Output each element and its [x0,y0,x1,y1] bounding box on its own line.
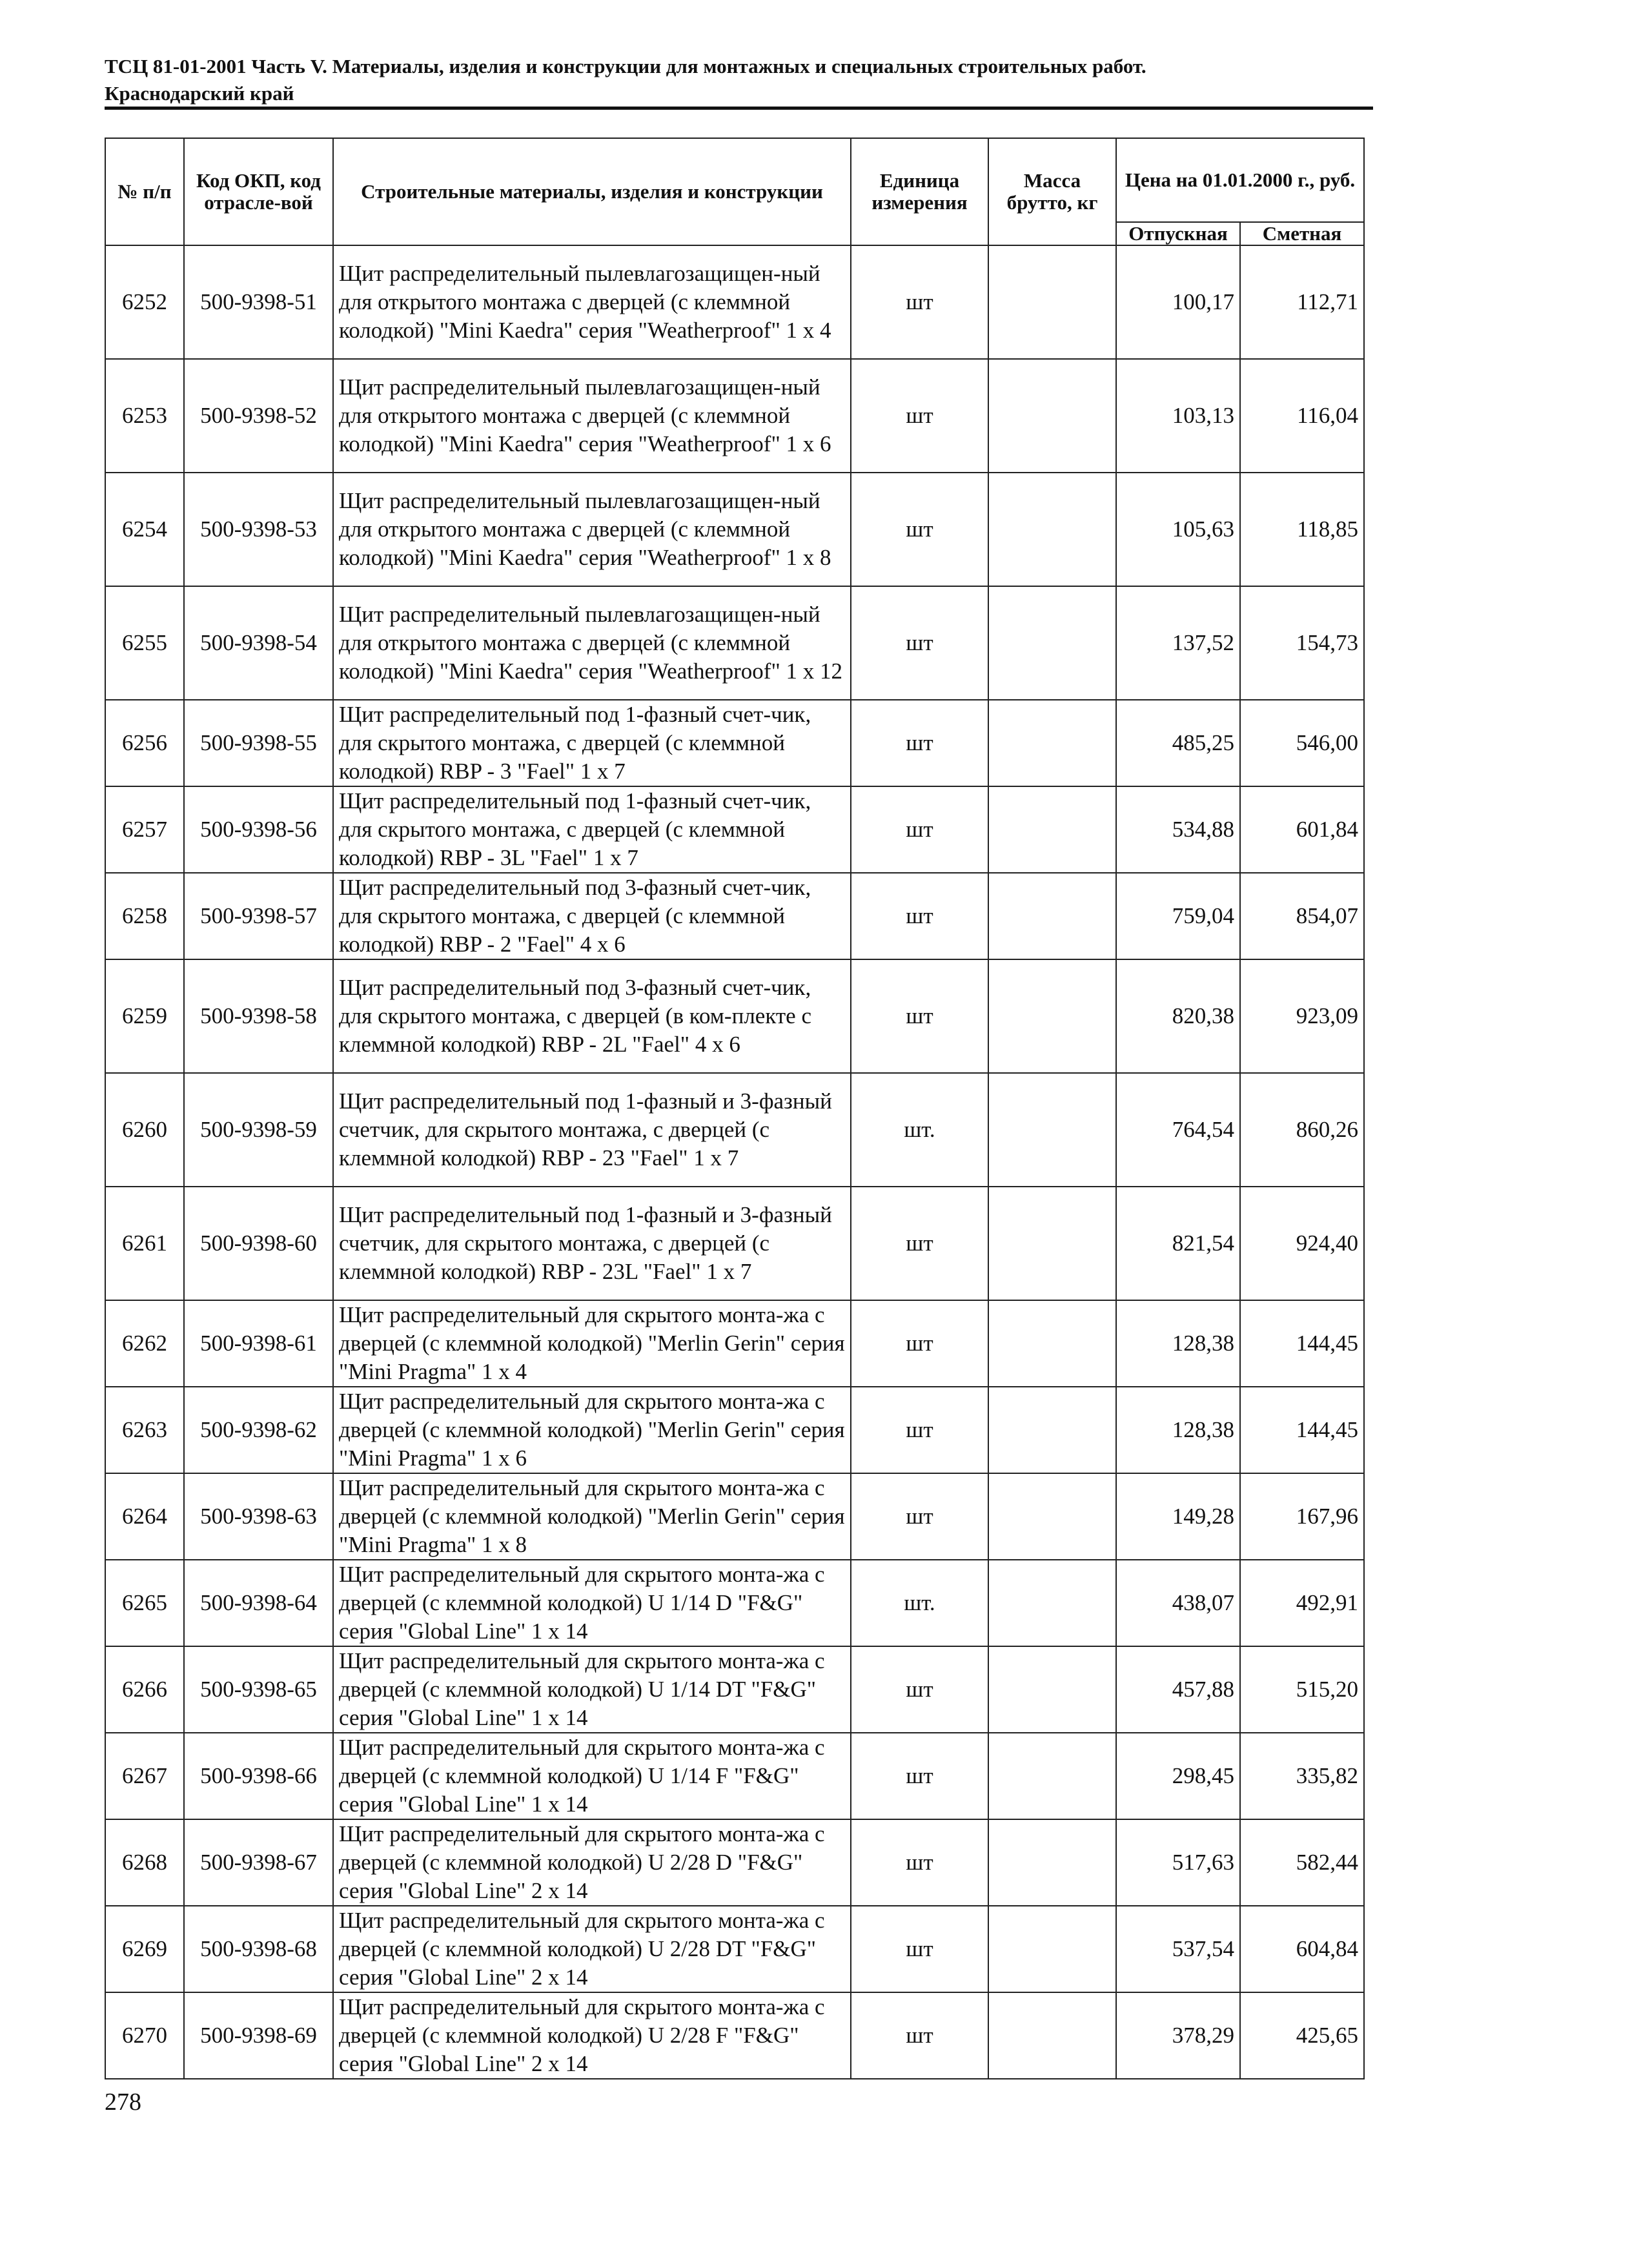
row-unit: шт [851,586,988,700]
row-number: 6258 [105,873,184,959]
row-description: Щит распределительный под 1-фазный счет-чик, для скрытого монтажа, с дверцей (с клеммной колодкой) RBP - 3 "Fael" 1 х 7 [333,700,851,786]
col-header-num: № п/п [105,138,184,245]
row-unit: шт [851,786,988,873]
row-description: Щит распределительный для скрытого монта-жа с дверцей (с клеммной колодкой) "Merlin Gerin" серия "Mini Pragma" 1 х 6 [333,1387,851,1473]
row-price-estimate: 854,07 [1240,873,1364,959]
row-code: 500-9398-52 [184,359,333,473]
row-code: 500-9398-66 [184,1733,333,1819]
row-mass [988,586,1116,700]
row-unit: шт [851,959,988,1073]
page-number: 278 [105,2089,141,2116]
col-header-price-group: Цена на 01.01.2000 г., руб. [1116,138,1364,222]
row-price-estimate: 492,91 [1240,1560,1364,1646]
col-header-unit: Единица измерения [851,138,988,245]
header-title: ТСЦ 81-01-2001 Часть V. Материалы, изделия и конструкции для монтажных и специальных строительных работ. [105,55,1146,77]
row-price-release: 517,63 [1116,1819,1240,1906]
table-row [105,1473,1364,1560]
row-unit: шт [851,1646,988,1733]
table-body [105,245,1364,2079]
row-price-release: 298,45 [1116,1733,1240,1819]
page-header [105,53,1396,107]
row-code: 500-9398-60 [184,1187,333,1300]
row-price-release: 534,88 [1116,786,1240,873]
row-number: 6263 [105,1387,184,1473]
row-mass [988,873,1116,959]
row-price-estimate: 601,84 [1240,786,1364,873]
table-row [105,1560,1364,1646]
header-region: Краснодарский край [105,82,294,105]
row-price-estimate: 335,82 [1240,1733,1364,1819]
row-description: Щит распределительный для скрытого монта-жа с дверцей (с клеммной колодкой) U 1/14 F "F&G" серия "Global Line" 1 х 14 [333,1733,851,1819]
row-price-release: 821,54 [1116,1187,1240,1300]
row-number: 6261 [105,1187,184,1300]
row-description: Щит распределительный для скрытого монта-жа с дверцей (с клеммной колодкой) U 1/14 D "F&G" серия "Global Line" 1 х 14 [333,1560,851,1646]
table-row [105,245,1364,359]
row-description: Щит распределительный под 1-фазный счет-чик, для скрытого монтажа, с дверцей (с клеммной колодкой) RBP - 3L "Fael" 1 х 7 [333,786,851,873]
row-number: 6269 [105,1906,184,1992]
row-number: 6264 [105,1473,184,1560]
row-price-estimate: 582,44 [1240,1819,1364,1906]
row-number: 6266 [105,1646,184,1733]
row-description: Щит распределительный под 3-фазный счет-чик, для скрытого монтажа, с дверцей (в ком-плекте с клеммной колодкой) RBP - 2L "Fael" 4 х 6 [333,959,851,1073]
table-row [105,1992,1364,2079]
row-number: 6268 [105,1819,184,1906]
row-unit: шт. [851,1560,988,1646]
table-row [105,1187,1364,1300]
row-mass [988,1473,1116,1560]
row-description: Щит распределительный для скрытого монта-жа с дверцей (с клеммной колодкой) "Merlin Gerin" серия "Mini Pragma" 1 х 8 [333,1473,851,1560]
row-code: 500-9398-63 [184,1473,333,1560]
row-code: 500-9398-69 [184,1992,333,2079]
row-code: 500-9398-57 [184,873,333,959]
row-price-release: 820,38 [1116,959,1240,1073]
row-price-release: 378,29 [1116,1992,1240,2079]
row-price-release: 103,13 [1116,359,1240,473]
row-unit: шт [851,1992,988,2079]
row-price-estimate: 144,45 [1240,1387,1364,1473]
row-price-estimate: 604,84 [1240,1906,1364,1992]
row-unit: шт [851,1300,988,1387]
row-description: Щит распределительный для скрытого монта-жа с дверцей (с клеммной колодкой) U 2/28 D "F&G" серия "Global Line" 2 х 14 [333,1819,851,1906]
row-unit: шт [851,1473,988,1560]
table-row [105,473,1364,586]
table-row [105,1073,1364,1187]
row-price-estimate: 167,96 [1240,1473,1364,1560]
row-mass [988,1646,1116,1733]
row-price-release: 100,17 [1116,245,1240,359]
row-price-estimate: 924,40 [1240,1187,1364,1300]
header-divider [105,107,1373,110]
row-number: 6265 [105,1560,184,1646]
row-unit: шт [851,873,988,959]
row-description: Щит распределительный пылевлагозащищен-ный для открытого монтажа с дверцей (с клеммной колодкой) "Mini Kaedra" серия "Weatherproof" 1 х 8 [333,473,851,586]
row-price-estimate: 546,00 [1240,700,1364,786]
row-description: Щит распределительный под 1-фазный и 3-фазный счетчик, для скрытого монтажа, с дверцей (с клеммной колодкой) RBP - 23 "Fael" 1 х 7 [333,1073,851,1187]
row-unit: шт [851,1733,988,1819]
row-description: Щит распределительный пылевлагозащищен-ный для открытого монтажа с дверцей (с клеммной колодкой) "Mini Kaedra" серия "Weatherproof" 1 х 4 [333,245,851,359]
row-description: Щит распределительный для скрытого монта-жа с дверцей (с клеммной колодкой) "Merlin Gerin" серия "Mini Pragma" 1 х 4 [333,1300,851,1387]
row-price-estimate: 860,26 [1240,1073,1364,1187]
row-code: 500-9398-64 [184,1560,333,1646]
row-description: Щит распределительный под 3-фазный счет-чик, для скрытого монтажа, с дверцей (с клеммной колодкой) RBP - 2 "Fael" 4 х 6 [333,873,851,959]
row-number: 6256 [105,700,184,786]
row-unit: шт [851,473,988,586]
table-row [105,586,1364,700]
table-row [105,1906,1364,1992]
row-code: 500-9398-62 [184,1387,333,1473]
row-code: 500-9398-54 [184,586,333,700]
table-row [105,1733,1364,1819]
row-code: 500-9398-59 [184,1073,333,1187]
table-row [105,359,1364,473]
table-row [105,700,1364,786]
row-number: 6270 [105,1992,184,2079]
col-header-name: Строительные материалы, изделия и конструкции [333,138,851,245]
row-code: 500-9398-67 [184,1819,333,1906]
row-code: 500-9398-55 [184,700,333,786]
row-price-release: 438,07 [1116,1560,1240,1646]
row-unit: шт [851,245,988,359]
row-price-estimate: 515,20 [1240,1646,1364,1733]
col-header-price-estimate: Сметная [1240,222,1364,245]
row-number: 6257 [105,786,184,873]
row-price-release: 457,88 [1116,1646,1240,1733]
table-row [105,786,1364,873]
row-unit: шт [851,1187,988,1300]
row-mass [988,1819,1116,1906]
row-description: Щит распределительный для скрытого монта-жа с дверцей (с клеммной колодкой) U 2/28 DT "F&G" серия "Global Line" 2 х 14 [333,1906,851,1992]
row-price-estimate: 923,09 [1240,959,1364,1073]
row-unit: шт [851,1387,988,1473]
row-price-estimate: 116,04 [1240,359,1364,473]
row-price-release: 485,25 [1116,700,1240,786]
row-number: 6259 [105,959,184,1073]
table-row [105,959,1364,1073]
row-mass [988,1992,1116,2079]
row-price-estimate: 144,45 [1240,1300,1364,1387]
row-mass [988,473,1116,586]
table-row [105,1819,1364,1906]
row-price-release: 759,04 [1116,873,1240,959]
row-mass [988,1906,1116,1992]
row-price-release: 137,52 [1116,586,1240,700]
row-description: Щит распределительный для скрытого монта-жа с дверцей (с клеммной колодкой) U 1/14 DT "F&G" серия "Global Line" 1 х 14 [333,1646,851,1733]
table-row [105,1646,1364,1733]
row-mass [988,1560,1116,1646]
row-mass [988,1733,1116,1819]
row-price-estimate: 112,71 [1240,245,1364,359]
row-code: 500-9398-61 [184,1300,333,1387]
row-number: 6252 [105,245,184,359]
row-number: 6267 [105,1733,184,1819]
row-price-release: 128,38 [1116,1387,1240,1473]
row-mass [988,1387,1116,1473]
row-number: 6262 [105,1300,184,1387]
row-mass [988,1073,1116,1187]
row-number: 6254 [105,473,184,586]
row-mass [988,786,1116,873]
materials-price-table [105,138,1365,2079]
col-header-mass: Масса брутто, кг [988,138,1116,245]
row-price-release: 105,63 [1116,473,1240,586]
row-number: 6260 [105,1073,184,1187]
row-code: 500-9398-56 [184,786,333,873]
row-price-release: 149,28 [1116,1473,1240,1560]
row-mass [988,1300,1116,1387]
row-mass [988,359,1116,473]
row-mass [988,1187,1116,1300]
row-description: Щит распределительный пылевлагозащищен-ный для открытого монтажа с дверцей (с клеммной колодкой) "Mini Kaedra" серия "Weatherproof" 1 х 6 [333,359,851,473]
table-row [105,1387,1364,1473]
table-row [105,1300,1364,1387]
row-price-estimate: 425,65 [1240,1992,1364,2079]
row-price-estimate: 154,73 [1240,586,1364,700]
col-header-code: Код ОКП, код отрасле-вой [184,138,333,245]
row-description: Щит распределительный пылевлагозащищен-ный для открытого монтажа с дверцей (с клеммной колодкой) "Mini Kaedra" серия "Weatherproof" 1 х 12 [333,586,851,700]
row-price-release: 128,38 [1116,1300,1240,1387]
row-number: 6255 [105,586,184,700]
row-mass [988,245,1116,359]
row-mass [988,700,1116,786]
row-code: 500-9398-53 [184,473,333,586]
row-price-release: 764,54 [1116,1073,1240,1187]
row-code: 500-9398-51 [184,245,333,359]
row-unit: шт [851,1819,988,1906]
row-unit: шт [851,700,988,786]
col-header-price-release: Отпускная [1116,222,1240,245]
row-code: 500-9398-58 [184,959,333,1073]
row-unit: шт [851,359,988,473]
row-number: 6253 [105,359,184,473]
row-mass [988,959,1116,1073]
row-code: 500-9398-65 [184,1646,333,1733]
row-description: Щит распределительный под 1-фазный и 3-фазный счетчик, для скрытого монтажа, с дверцей (с клеммной колодкой) RBP - 23L "Fael" 1 х 7 [333,1187,851,1300]
row-code: 500-9398-68 [184,1906,333,1992]
row-description: Щит распределительный для скрытого монта-жа с дверцей (с клеммной колодкой) U 2/28 F "F&G" серия "Global Line" 2 х 14 [333,1992,851,2079]
table-header-row [105,138,1364,222]
row-unit: шт [851,1906,988,1992]
table-row [105,873,1364,959]
row-unit: шт. [851,1073,988,1187]
row-price-estimate: 118,85 [1240,473,1364,586]
row-price-release: 537,54 [1116,1906,1240,1992]
